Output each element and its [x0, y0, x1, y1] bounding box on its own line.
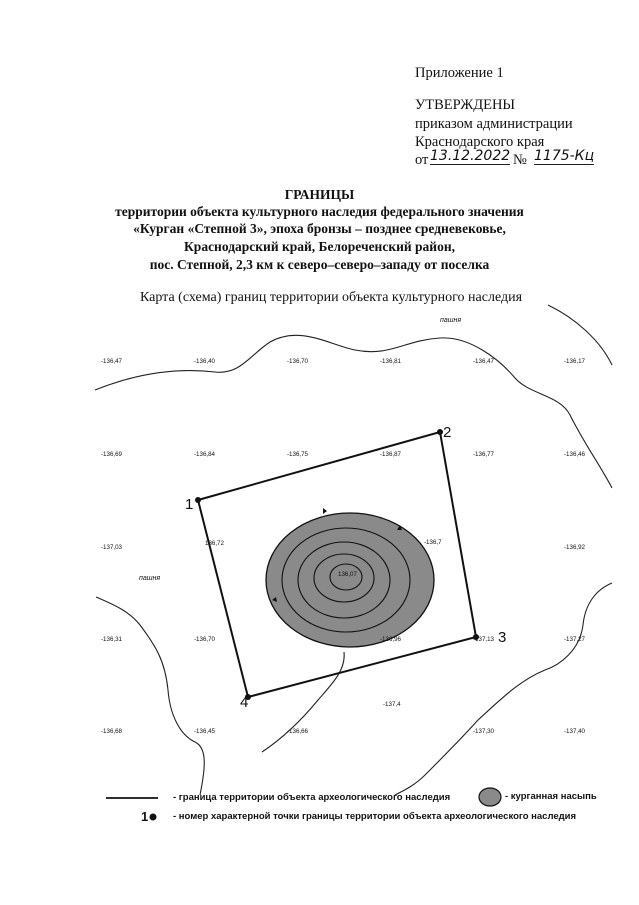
legend-point-number: 1 [141, 809, 149, 824]
approved-label: УТВЕРЖДЕНЫ [415, 97, 516, 113]
elevation-mark: 136,07 [338, 571, 357, 578]
title-line-1: территории объекта культурного наследия федерального значения [115, 204, 524, 219]
terrain-contour-upper-right [548, 305, 612, 365]
title-line-3: Краснодарский край, Белореченский район, [184, 239, 455, 254]
elevation-mark: -136,17 [564, 358, 585, 365]
legend-mound-symbol [479, 788, 501, 806]
elevation-mark: -136,92 [564, 544, 585, 551]
elevation-mark: -136,87 [380, 451, 401, 458]
elevation-mark: -136,68 [101, 728, 122, 735]
elevation-mark: -136,69 [101, 451, 122, 458]
map-caption: Карта (схема) границ территории объекта культурного наследия [140, 290, 523, 305]
elevation-mark: -137,4 [383, 701, 401, 708]
elevation-mark: -137,13 [473, 636, 494, 643]
legend-point-symbol [150, 814, 157, 821]
number-label: № [513, 152, 527, 168]
boundary-point-label-3: 3 [498, 629, 507, 646]
elevation-mark: -137,40 [564, 728, 585, 735]
terrain-contour-bottom [262, 652, 344, 752]
land-label-left: пашня [139, 575, 161, 582]
from-label: от [415, 152, 429, 168]
elevation-mark: -137,03 [101, 544, 122, 551]
boundary-point-label-2: 2 [443, 424, 452, 441]
land-label-top: пашня [440, 317, 462, 324]
elevation-mark: -137,30 [473, 728, 494, 735]
elevation-mark: -136,75 [287, 451, 308, 458]
terrain-contour-right [395, 583, 612, 795]
boundary-point-1 [195, 497, 201, 503]
legend-point-text: - номер характерной точки границы территории объекта археологического наследия [173, 811, 577, 822]
elevation-mark: -136,84 [194, 451, 215, 458]
legend-boundary-text: - граница территории объекта археологического наследия [173, 792, 451, 803]
elevation-mark: -136,96 [380, 636, 401, 643]
elevation-mark: -136,47 [101, 358, 122, 365]
elevation-mark: -136,45 [194, 728, 215, 735]
elevation-mark: -136,70 [194, 636, 215, 643]
legend-mound-text: - курганная насыпь [505, 791, 597, 802]
elevation-mark: -136,66 [287, 728, 308, 735]
elevation-mark: -136,31 [101, 636, 122, 643]
elevation-mark: -136,47 [473, 358, 494, 365]
elevation-mark: -136,7 [424, 539, 442, 546]
elevation-mark: -136,40 [194, 358, 215, 365]
elevation-mark: -136,81 [380, 358, 401, 365]
terrain-contour-left [96, 597, 204, 795]
order-date: 13.12.2022 [430, 148, 511, 164]
terrain-contour-top [95, 335, 612, 488]
order-line-2: Краснодарского края [415, 134, 545, 150]
order-line-1: приказом администрации [415, 116, 573, 132]
elevation-mark: -136,70 [287, 358, 308, 365]
boundary-point-label-1: 1 [185, 496, 194, 513]
appendix-label: Приложение 1 [415, 65, 504, 81]
boundary-point-label-4: 4 [240, 694, 249, 711]
elevation-mark: -136,46 [564, 451, 585, 458]
elevation-mark: 136,72 [205, 540, 224, 547]
elevation-mark: -137,27 [564, 636, 585, 643]
order-number: 1175-Кц [534, 148, 595, 164]
title-line-2: «Курган «Степной 3», эпоха бронзы – позднее средневековье, [133, 221, 506, 236]
title-line-4: пос. Степной, 2,3 км к северо–северо–западу от поселка [149, 257, 490, 272]
elevation-mark: -136,77 [473, 451, 494, 458]
document-title: ГРАНИЦЫ [284, 187, 355, 202]
